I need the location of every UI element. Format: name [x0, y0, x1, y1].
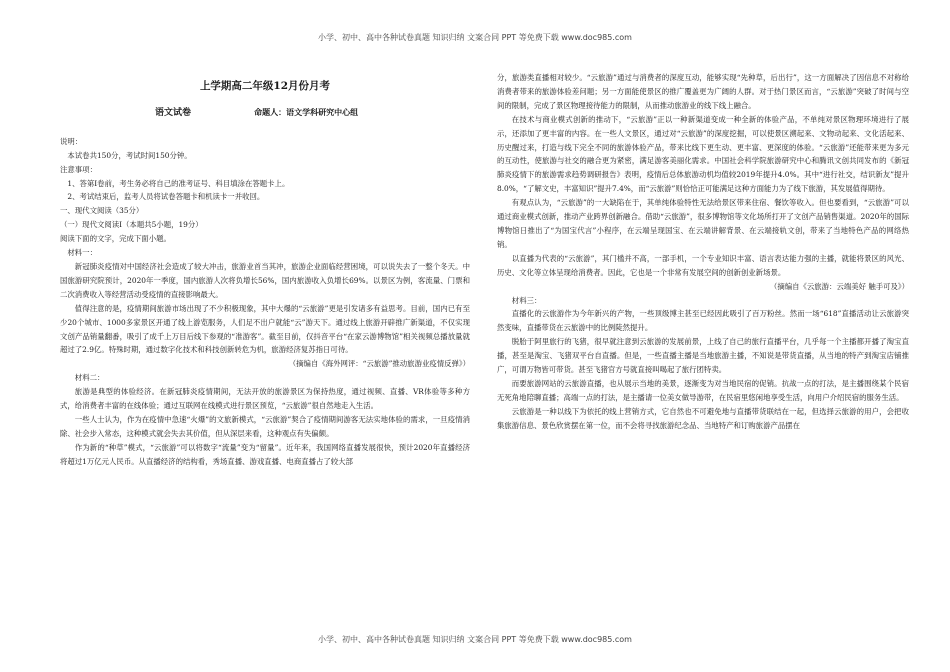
material-2-paragraph-1: 旅游是典型的体验经济。在新冠肺炎疫情期间，无法开放的旅游景区为保持热度，通过视频、直播、VR体验等多种方式，给消费者丰富的在线体验；通过互联网在线模式进行景区预览，“云旅游”很自然地走入生活。	[60, 387, 470, 411]
attention-line-2: 2、考试结束后，监考人员将试卷答题卡和机读卡一并收回。	[67, 192, 265, 202]
notes-heading: 说明：	[60, 136, 83, 146]
material-1-label: 材料一：	[67, 248, 97, 258]
material-3-paragraph-1: 直播化的云旅游作为今年新兴的产物，一些顶级博主甚至已经因此吸引了百万粉丝。然而一场“618”直播活动让云旅游突然变味，直播带货在云旅游中的比例陡然提升。	[497, 309, 909, 333]
exam-subtitle: 语文试卷	[155, 107, 192, 118]
section-heading-1: 一、现代文阅读（35分）	[60, 206, 144, 216]
material-2-label: 材料二：	[74, 373, 105, 383]
attention-line-1: 1、答第Ⅰ卷前，考生务必将自己的准考证号、科目填涂在答题卡上。	[67, 178, 290, 188]
material-2-paragraph-5: 有观点认为，“云旅游”的一大缺陷在于，其单纯体验特性无法给景区带来住宿、餐饮等收入。但也要看到，“云旅游”可以通过商业模式创新，推动产业跨界创新融合。借助“云旅游”，很多博物馆等文化场所打开了文创产品销售渠道。2020年的国际博物馆日推出了“为国宝代言”小程序，在云端呈现国宝、在云端讲解背景、在云端接轨文创，带来了当地特色产品的网络热销。	[497, 198, 909, 249]
section-heading-1-1: （一）现代文阅读Ⅰ（本题共5小题，19分）	[60, 220, 203, 230]
right-column	[497, 71, 909, 637]
material-1-source: （摘编自《海外网评：“云旅游”推动旅游业疫情反弹》）	[288, 359, 470, 369]
material-3-paragraph-2: 脱胎于阿里旅行的飞猪，很早就注意到云旅游的发展前景，上线了自己的旅行直播平台，几乎每一个主播都开播了淘宝直播，甚至是淘宝、飞猪双平台自直播。但是，一些直播主播是当地旅游主播，不知说是带货直播，从当地的特产到淘宝店铺推广，可谓万物皆可带货。甚至飞猪官方号就直接叫喝起了旅行团特卖。	[497, 337, 909, 375]
material-2-source: （摘编自《云旅游：云端美好 触手可及》）	[769, 281, 909, 291]
exam-author: 命题人：语文学科研究中心组	[254, 106, 359, 117]
material-2-paragraph-2: 一些人士认为，作为在疫情中急速“火爆”的文旅新模式，“云旅游”契合了疫情期间游客无法实地体验的需求，一旦疫情消除、社会步入常态，这种模式就会失去其价值，但从深层来看，这种观点有失偏颇。	[60, 414, 470, 438]
material-3-label: 材料三：	[511, 295, 542, 305]
footer-banner[interactable]: 小学、初中、高中各种试卷真题 知识归纳 文案合同 PPT 等免费下载 www.doc985.com	[318, 635, 632, 644]
material-3-paragraph-3: 而要旅游网站的云旅游直播，也从展示当地的美景，逐渐变为对当地民宿的促销。抗战一点的打法，是主播围绕某个民宿无死角地陪聊直播；高端一点的打法，是主播请一位美女做导游带，在民宿里悠闲地享受生活，向用户介绍民宿的服务生活。	[497, 378, 909, 402]
header-banner[interactable]: 小学、初中、高中各种试卷真题 知识归纳 文案合同 PPT 等免费下载 www.doc985.com	[318, 33, 632, 42]
exam-title: 上学期高二年级12月份月考	[199, 80, 331, 92]
material-3-paragraph-4: 云旅游是一种以线下为依托的线上营销方式，它自然也不可避免地与直播带货联结在一起，但选择云旅游的用户，会把收集旅游信息、景色欣赏摆在第一位，而不会将寻找旅游纪念品、当地特产和订购旅游产品摆在	[497, 406, 909, 430]
reading-instruction: 阅读下面的文字，完成下面小题。	[60, 234, 171, 244]
material-2-paragraph-3-cont: 分，旅游类直播相对较少。“云旅游”通过与消费者的深度互动，能够实现“先种草，后出行”，这一方面解决了因信息不对称给消费者带来的旅游体验差问题；另一方面能使景区的推广覆盖更为广阔的人群。对于热门景区而言，“云旅游”突破了时间与空间的限制，完成了景区物理接待能力的限制，从而推动旅游业的线下线上融合。	[497, 73, 909, 110]
left-column	[60, 66, 470, 628]
material-2-paragraph-4: 在技术与商业模式创新的推动下，“云旅游”正以一种新渠道变成一种全新的体验产品，不单纯对景区物理环境进行了展示，还添加了更丰富的内容。在一些人文景区，通过对“云旅游”的深度挖掘，可以使景区溯起来、文物动起来、文化活起来、历史醒过来，打造与线下完全不同的旅游体验产品，带来比线下更生动、更丰富、更深度的体验。“云旅游”还能带来更为多元的互动性，使旅游与社交的融合更为紧密，满足游客美丽化需求。中国社会科学院旅游研究中心和腾讯文创共同发布的《新冠肺炎疫情下的旅游需求趋势调研报告》表明，疫情后总体旅游动机均值较2019年提升4.0%。其中“进行社交，结识新友”提升8.0%，“了解文史，丰富知识”提升7.4%，而“云旅游”则恰恰正可能满足这种方面能力为了线下旅游，其发展值得期待。	[497, 114, 909, 194]
material-2-paragraph-6: 以直播为代表的“云旅游”，其门槛并不高，一部手机，一个专业知识丰富、语言表达能力强的主播，就能将景区的风光、历史、文化等立体呈现给消费者。因此，它也是一个非常有发展空间的创新创业新场景。	[497, 253, 909, 277]
subtitle-row	[60, 106, 470, 121]
material-1-paragraph-2: 值得注意的是，疫情期间旅游市场出现了不少积极现象，其中大爆的“云旅游”更是引发诸多有益思考。目前，国内已有至少20个城市、1000多家景区开通了线上游览服务，人们足不出户就能“云”游天下。通过线上旅游开辟推广新渠道，不仅实现文创产品销量翻番，吸引了成千上万目后线下参观的“准游客”。截至目前，仅抖音平台“在家云游博物馆”相关视频总播放量就超过了2.9亿。特殊时期，通过数字化技术和科技创新转危为机，旅游经济复苏指日可待。	[60, 303, 470, 355]
material-2-paragraph-3: 作为新的“种草”模式，“云旅游”可以将数字“流量”变为“留量”。近年来，我国网络直播发展很快，预计2020年直播经济将超过1万亿元人民币。从直播经济的结构看，秀场直播、游戏直播、电商直播占了较大部	[60, 442, 470, 466]
material-1-paragraph-1: 新冠肺炎疫情对中国经济社会造成了较大冲击，旅游业首当其冲，旅游企业面临经营困境，可以说失去了一整个冬天。中国旅游研究院预计，2020年一季度，国内旅游人次将负增长56%，国内旅游收入负增长69%。以景区为例，客流量、门票和二次消费收入等经营活动受疫情的直接影响最大。	[60, 261, 470, 299]
notes-line-1: 本试卷共150分，考试时间150分钟。	[67, 150, 192, 160]
attention-heading: 注意事项：	[60, 164, 97, 174]
